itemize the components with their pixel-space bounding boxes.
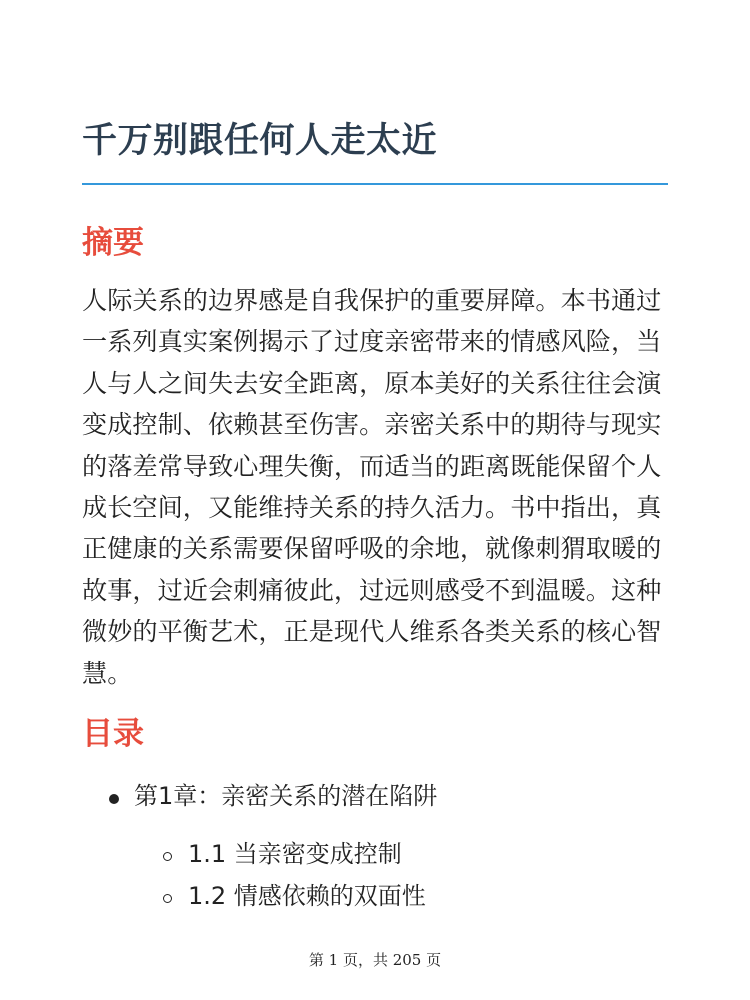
- page-footer: 第 1 页，共 205 页: [308, 951, 442, 969]
- bullet-circle-icon: [163, 894, 172, 903]
- toc-heading: 目录: [82, 716, 144, 752]
- document-title: 千万别跟任何人走太近: [82, 121, 438, 161]
- toc-section-1-1: 1.1 当亲密变成控制: [188, 840, 402, 868]
- abstract-paragraph: 人际关系的边界感是自我保护的重要屏障。本书通过一系列真实案例揭示了过度亲密带来的情感风险，当人与人之间失去安全距离，原本美好的关系往往会演变成控制、依赖甚至伤害。亲密关系中的期待与现实的落差常导致心理失衡，而适当的距离既能保留个人成长空间，又能维持关系的持久活力。书中指出，真正健康的关系需要保留呼吸的余地，就像刺猬取暖的故事，过近会刺痛彼此，过远则感受不到温暖。这种微妙的平衡艺术，正是现代人维系各类关系的核心智慧。: [82, 286, 662, 688]
- title-divider: [82, 183, 668, 185]
- toc-section-1-2: 1.2 情感依赖的双面性: [188, 882, 426, 910]
- toc-chapter-1: 第1章：亲密关系的潜在陷阱: [134, 782, 438, 810]
- bullet-circle-icon: [163, 852, 172, 861]
- bullet-disc-icon: [109, 794, 119, 804]
- abstract-heading: 摘要: [82, 225, 144, 261]
